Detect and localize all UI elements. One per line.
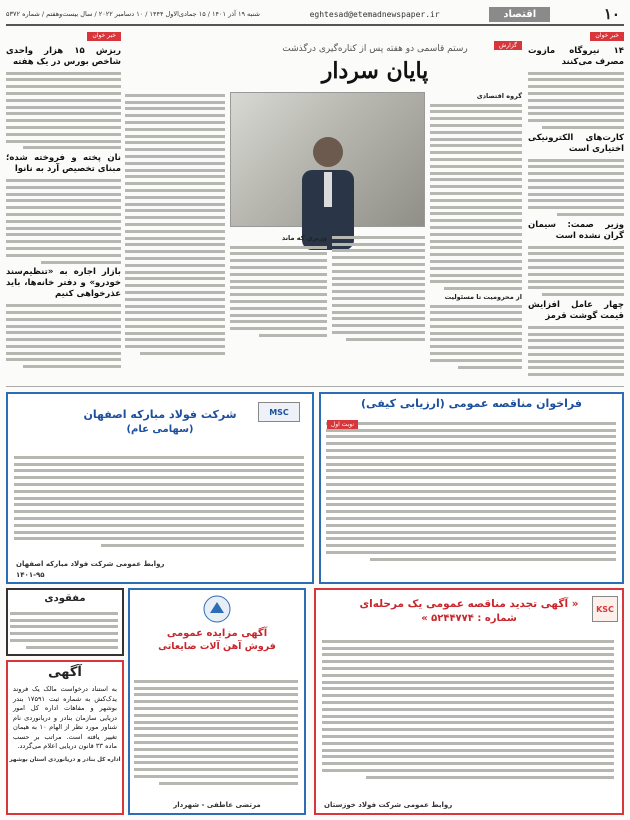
- news-brief-body: [528, 246, 624, 297]
- story-title: پایان سردار: [321, 58, 429, 84]
- renewed-tender-footer: روابط عمومی شرکت فولاد خوزستان: [324, 801, 453, 809]
- story-photo: [230, 92, 425, 227]
- story-column-1: [430, 90, 522, 382]
- news-brief-title: ۱۴ نیروگاه مازوت مصرف می‌کنند: [528, 45, 624, 67]
- section-label: اقتصاد: [489, 7, 550, 22]
- news-brief-title: نان پخته و فروخته شده؛ مبنای تخصیص آرد به نانوا: [6, 153, 121, 175]
- news-brief-body: [6, 72, 121, 150]
- story-subhead: وزیری که ماند: [281, 234, 327, 242]
- story-byline: گروه اقتصادی: [476, 92, 522, 100]
- right-news-column: [528, 32, 624, 380]
- notice-ad-footer: اداره کل بنادر و دریانوردی استان بوشهر: [9, 756, 121, 763]
- news-brief-title: بازار اجاره به «تنظیم‌سند خودرو» و دفتر خانه‌ها، باید عذرخواهی کنیم: [6, 267, 121, 300]
- foolad-ad-body: [14, 452, 304, 560]
- news-brief-title: ریزش ۱۵ هزار واحدی شاخص بورس در یک هفته: [6, 45, 121, 67]
- notice-ad-body: به استناد درخواست مالک یک فروند یدک‌کش به شماره ثبت ۱۷۵۹۱ بندر بوشهر و مفاهات اداره کل امور دریایی سازمان بنادر و دریانوردی نام شناور مورد نظر از الهام ۱۰ به هیمان تغییر یافته است. مراتب بر حسب ماده ۳۳ قانون دریایی اعلام می‌گردد.: [13, 685, 117, 750]
- story-text: [332, 236, 425, 341]
- page-header: [6, 4, 624, 26]
- notice-ad-title: آگهی: [48, 665, 82, 680]
- tender-ad-body: [326, 418, 616, 578]
- tender-round-badge: نوبت اول: [327, 420, 358, 429]
- news-brief-body: [6, 304, 121, 368]
- tender-ad-title: فراخوان مناقصه عمومی (ارزیابی کیفی): [361, 397, 582, 410]
- news-brief-title: وزیر صمت: سیمان گران نشده است: [528, 219, 624, 241]
- lost-ad-title: مفقودی: [44, 593, 86, 604]
- page-number: ۱۰: [603, 5, 620, 23]
- foolad-ad-footer: روابط عمومی شرکت فولاد مبارکه اصفهان: [16, 560, 165, 568]
- story-column-2: [332, 232, 425, 382]
- divider: [6, 386, 624, 387]
- left-news-column: [6, 32, 121, 382]
- tender-ad: [319, 392, 624, 584]
- foolad-ad-title: شرکت فولاد مبارکه اصفهان: [83, 408, 237, 421]
- auction-ad-title: آگهی مزایده عمومی: [166, 628, 268, 639]
- news-brief-tag: خبر خوان: [87, 32, 121, 41]
- auction-ad-footer: مرتضی عاطفی - شهردار: [173, 801, 261, 809]
- story-text: [230, 246, 327, 337]
- story-text: [430, 104, 522, 291]
- news-brief-tag: خبر خوان: [590, 32, 624, 41]
- lost-ad: [6, 588, 124, 656]
- foolad-ad-subtitle: (سهامی عام): [126, 424, 194, 435]
- story-text: [430, 305, 522, 369]
- news-brief-body: [528, 326, 624, 380]
- news-brief-body: [6, 179, 121, 264]
- auction-ad-subtitle: فروش آهن آلات ضایعاتی: [158, 641, 276, 652]
- ksc-logo: KSC: [592, 596, 618, 622]
- auction-ad-body: [134, 676, 298, 794]
- foolad-logo: MSC: [258, 402, 300, 422]
- renewed-tender-body: [322, 636, 614, 794]
- news-brief-body: [528, 72, 624, 129]
- notice-ad: [6, 660, 124, 815]
- foolad-ad-code: ۱۴۰۱-۹۵: [16, 571, 45, 579]
- news-brief-body: [528, 159, 624, 216]
- story-subhead: از محرومیت تا مسئولیت: [444, 292, 522, 301]
- renewed-tender-number: شماره : ۵۲۴۴۷۷۴ »: [421, 613, 517, 624]
- auction-emblem-wrap: [130, 590, 304, 628]
- renewed-tender-ad: [314, 588, 624, 815]
- news-brief-title: کارت‌های الکترونیکی اختیاری است: [528, 132, 624, 154]
- story-column-3: [230, 232, 327, 382]
- auction-ad: [128, 588, 306, 815]
- story-text: [125, 94, 225, 355]
- news-brief-title: چهار عامل افزایش قیمت گوشت قرمز: [528, 299, 624, 321]
- municipality-emblem-icon: [202, 594, 232, 624]
- lost-ad-body: [10, 608, 118, 654]
- story-kicker: رستم قاسمی دو هفته پس از کناره‌گیری درگذشت: [282, 44, 468, 54]
- website[interactable]: eghtesad@etemadnewspaper.ir: [309, 9, 440, 19]
- story-column-4: [125, 90, 225, 382]
- renewed-tender-title: « آگهی تجدید مناقصه عمومی یک مرحله‌ای: [359, 598, 579, 610]
- dateline: شنبه ۱۹ آذر ۱۴۰۱ / ۱۵ جمادی‌الاول ۱۴۴۴ / ۱۰ دسامبر ۲۰۲۲ / سال بیست‌وهفتم / شماره ۵۳۷۲: [6, 10, 260, 18]
- main-story-tag: گزارش: [494, 41, 522, 50]
